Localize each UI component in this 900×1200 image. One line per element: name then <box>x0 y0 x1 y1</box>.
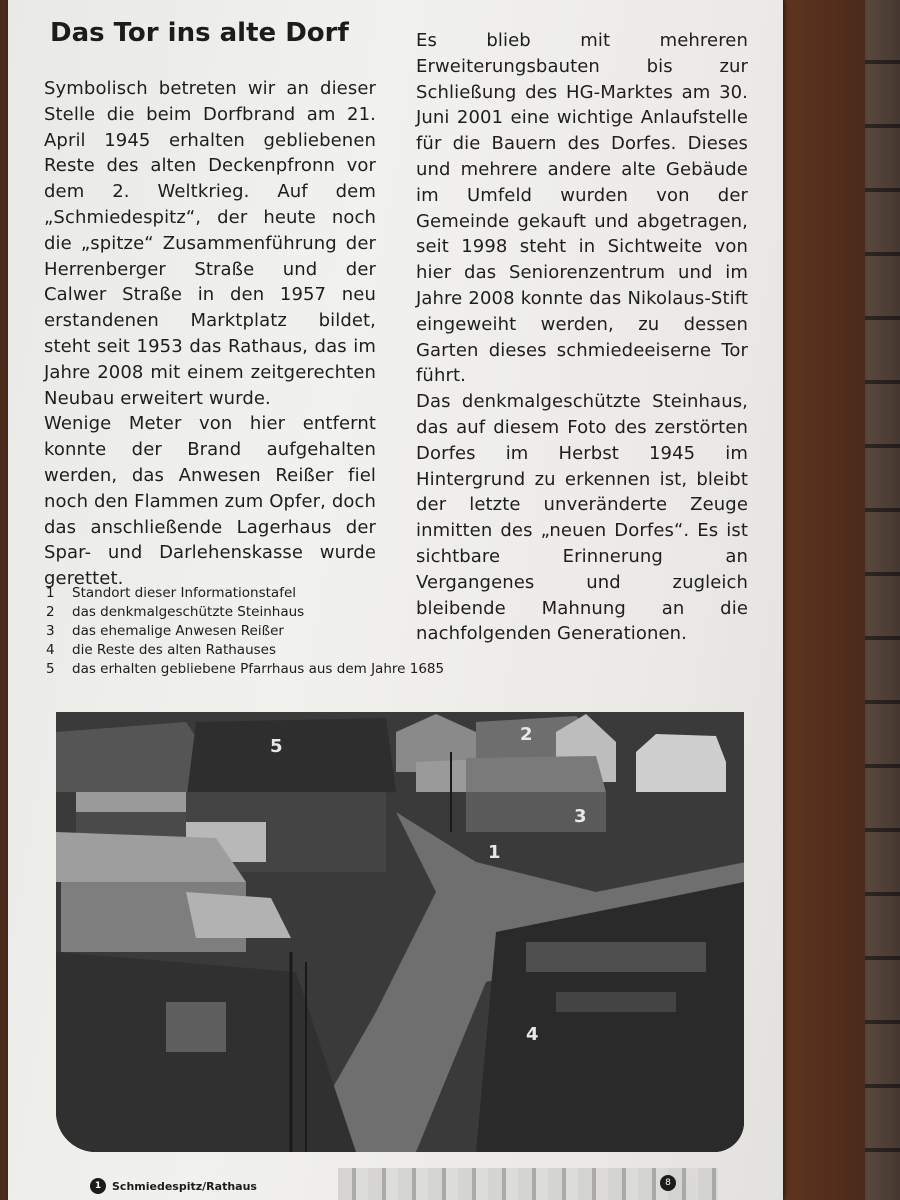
legend-item <box>46 641 466 660</box>
info-sign-panel <box>8 0 783 1200</box>
legend-text: das denkmalgeschützte Steinhaus <box>72 604 305 620</box>
legend-text: Standort dieser Informationstafel <box>72 585 297 601</box>
village-ruins-illustration <box>56 712 744 1152</box>
legend-number: 3 <box>46 623 55 639</box>
photo-marker-4: 4 <box>526 1024 539 1045</box>
map-badge: 8 <box>660 1175 676 1191</box>
right-text-column <box>416 28 748 647</box>
right-paragraph: Das denkmalgeschützte Steinhaus, das auf diesem Foto des zerstörten Dorfes im Herbst 1945 im Hintergrund zu erkennen ist, bleibt der letzte unveränderte Zeuge inmitten des „neuen Dorfes“. Es ist sichtbare Erinnerung an Vergangenes und zugleich bleibende Mahnung an die nachfolgenden Generationen. <box>416 391 748 645</box>
legend-item <box>46 603 466 622</box>
legend-number: 4 <box>46 642 55 658</box>
footer-badge: 1 <box>90 1178 106 1194</box>
historic-village-photo <box>56 712 744 1152</box>
legend-number: 1 <box>46 585 55 601</box>
photo-marker-3: 3 <box>574 806 587 827</box>
legend-item <box>46 660 466 679</box>
legend-number: 2 <box>46 604 55 620</box>
sign-title: Das Tor ins alte Dorf <box>50 18 349 48</box>
legend-number: 5 <box>46 661 55 677</box>
footer-location-label <box>90 1178 257 1194</box>
photo-marker-5: 5 <box>270 736 283 757</box>
footer-text: Schmiedespitz/Rathaus <box>112 1179 257 1193</box>
left-paragraph: Symbolisch betreten wir an dieser Stelle die beim Dorfbrand am 21. April 1945 erhalten gebliebenen Reste des alten Deckenpfronn vor dem 2. Weltkrieg. Auf dem „Schmiedespitz“, der heute noch die „spitze“ Zusammenführung der Herrenberger Straße und der Calwer Straße in den 1957 neu erstandenen Marktplatz bildet, steht seit 1953 das Rathaus, das im Jahre 2008 mit einem zeitgerechten Neubau erweitert wurde. <box>44 78 376 409</box>
legend-text: die Reste des alten Rathauses <box>72 642 276 658</box>
legend-item <box>46 584 466 603</box>
legend-text: das ehemalige Anwesen Reißer <box>72 623 284 639</box>
photo-marker-2: 2 <box>520 724 533 745</box>
legend-text: das erhalten gebliebene Pfarrhaus aus dem Jahre 1685 <box>72 661 445 677</box>
left-paragraph: Wenige Meter von hier entfernt konnte der Brand aufgehalten werden, das Anwesen Reißer fiel noch den Flammen zum Opfer, doch das anschließende Lagerhaus der Spar- und Darlehenskasse wurde gerettet. <box>44 413 376 590</box>
left-text-column <box>44 76 376 592</box>
photo-legend <box>46 584 466 679</box>
right-paragraph: Es blieb mit mehreren Erweiterungsbauten bis zur Schließung des HG-Marktes am 30. Juni 2001 eine wichtige Anlaufstelle für die Bauern des Dorfes. Dieses und mehrere andere alte Gebäude im Umfeld wurden von der Gemeinde gekauft und abgetragen, seit 1998 steht in Sichtweite von hier das Seniorenzentrum und im Jahre 2008 konnte das Nikolaus-Stift eingeweiht werden, zu dessen Garten dieses schmiedeeiserne Tor führt. <box>416 30 748 387</box>
photo-marker-1: 1 <box>488 842 501 863</box>
legend-item <box>46 622 466 641</box>
